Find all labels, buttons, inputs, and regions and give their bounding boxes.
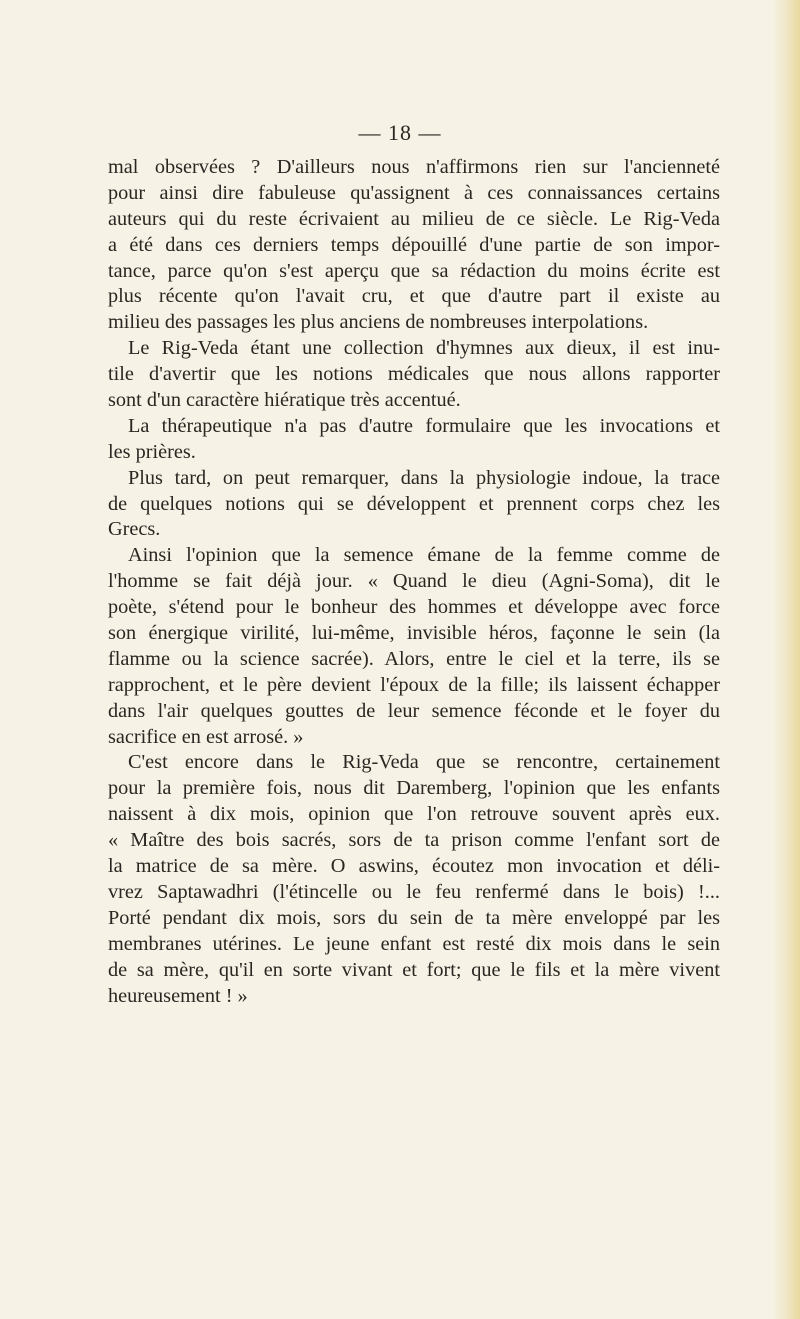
text-line: vrez Saptawadhri (l'étincelle ou le feu renfermé dans le bois) !... <box>108 880 720 903</box>
text-line: pour la première fois, nous dit Daremberg, l'opinion que les enfants <box>108 777 720 800</box>
text-line: poète, s'étend pour le bonheur des hommes et développe avec force <box>108 596 720 619</box>
text-line: C'est encore dans le Rig-Veda que se rencontre, certainement <box>128 751 720 774</box>
text-line: plus récente qu'on l'avait cru, et que d'autre part il existe au <box>108 285 720 308</box>
text-line: les prières. <box>108 440 196 463</box>
text-line: Ainsi l'opinion que la semence émane de la femme comme de <box>128 544 720 567</box>
text-line: membranes utérines. Le jeune enfant est resté dix mois dans le sein <box>108 932 720 955</box>
text-line: de sa mère, qu'il en sorte vivant et fort; que le fils et la mère vivent <box>108 958 720 981</box>
text-line: Plus tard, on peut remarquer, dans la physiologie indoue, la trace <box>128 466 720 489</box>
text-line: l'homme se fait déjà jour. « Quand le dieu (Agni-Soma), dit le <box>108 570 720 593</box>
text-line: flamme ou la science sacrée). Alors, entre le ciel et la terre, ils se <box>108 647 720 670</box>
text-line: sacrifice en est arrosé. » <box>108 725 304 748</box>
text-line: dans l'air quelques gouttes de leur semence féconde et le foyer du <box>108 699 720 722</box>
body-text <box>108 155 720 1009</box>
text-line: milieu des passages les plus anciens de nombreuses interpolations. <box>108 311 649 334</box>
page-edge <box>772 0 800 1319</box>
text-line: heureusement ! » <box>108 984 248 1007</box>
text-line: Le Rig-Veda étant une collection d'hymnes aux dieux, il est inu- <box>128 337 720 360</box>
text-line: mal observées ? D'ailleurs nous n'affirmons rien sur l'ancienneté <box>108 156 720 178</box>
text-line: « Maître des bois sacrés, sors de ta prison comme l'enfant sort de <box>108 829 720 852</box>
text-line: Grecs. <box>108 518 161 541</box>
text-line: son énergique virilité, lui-même, invisible héros, façonne le sein (la <box>108 622 720 645</box>
page-number: — 18 — <box>358 120 442 145</box>
text-line: naissent à dix mois, opinion que l'on retrouve souvent après eux. <box>108 803 720 826</box>
text-line: pour ainsi dire fabuleuse qu'assignent à ces connaissances certains <box>108 181 720 204</box>
text-line: de quelques notions qui se développent et prennent corps chez les <box>108 492 720 515</box>
text-line: La thérapeutique n'a pas d'autre formulaire que les invocations et <box>128 414 720 437</box>
text-line: a été dans ces derniers temps dépouillé d'une partie de son impor- <box>108 233 720 256</box>
text-line: la matrice de sa mère. O aswins, écoutez mon invocation et déli- <box>108 855 720 878</box>
text-line: tance, parce qu'on s'est aperçu que sa rédaction du moins écrite est <box>108 259 720 282</box>
text-line: tile d'avertir que les notions médicales que nous allons rapporter <box>108 363 720 386</box>
text-line: sont d'un caractère hiératique très accentué. <box>108 389 461 412</box>
text-line: Porté pendant dix mois, sors du sein de ta mère enveloppé par les <box>108 906 720 929</box>
text-line: auteurs qui du reste écrivaient au milieu de ce siècle. Le Rig-Veda <box>108 207 720 230</box>
text-line: rapprochent, et le père devient l'époux de la fille; ils laissent échapper <box>108 673 720 696</box>
